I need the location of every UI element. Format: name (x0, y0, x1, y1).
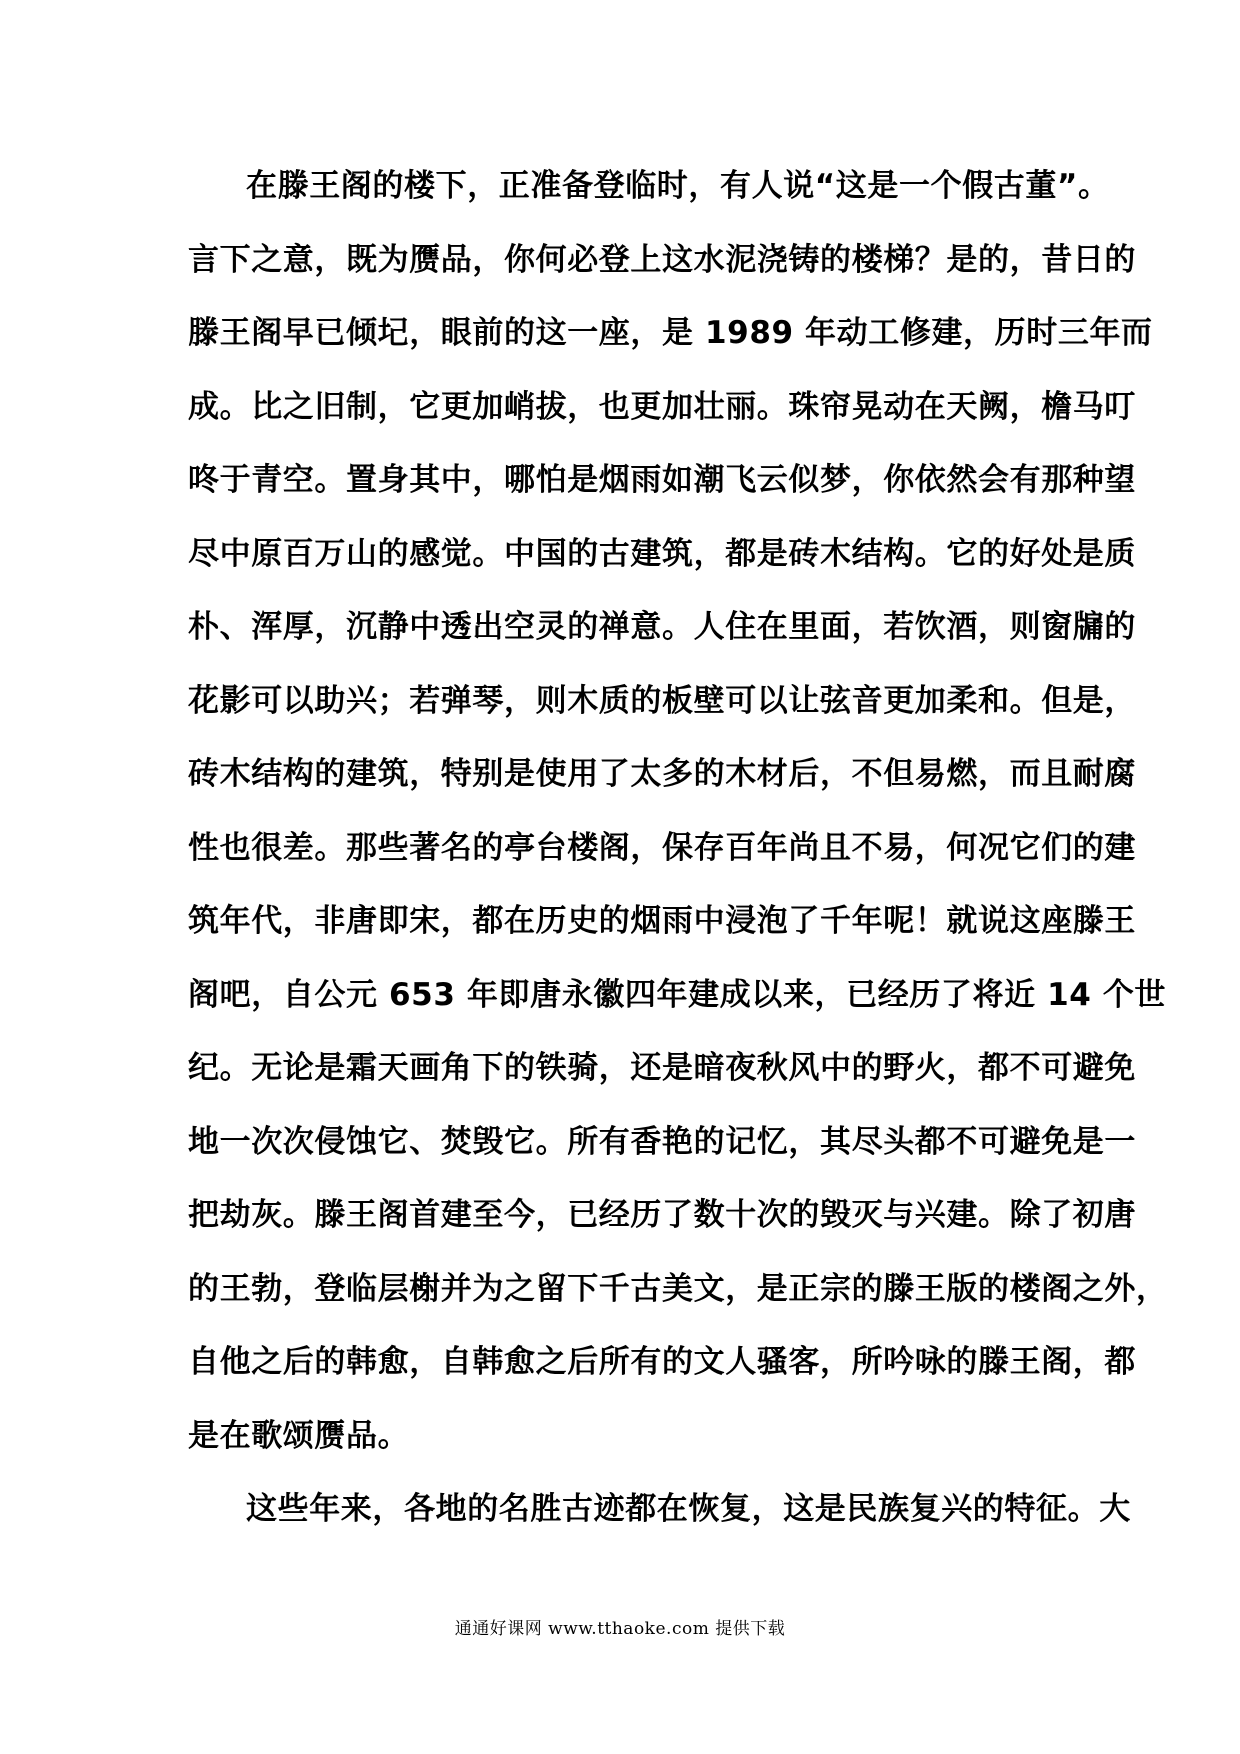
text-line: 自他之后的韩愈，自韩愈之后所有的文人骚客，所吟咏的滕王阁，都 (188, 1344, 1136, 1380)
text-line: 是在歌颂赝品。 (188, 1417, 410, 1454)
text-line: 滕王阁早已倾圮，眼前的这一座，是 1989 年动工修建，历时三年而 (188, 315, 1153, 351)
text-line: 纪。无论是霜天画角下的铁骑，还是暗夜秋风中的野火，都不可避免 (188, 1050, 1136, 1086)
text-line: 地一次次侵蚀它、焚毁它。所有香艳的记忆，其尽头都不可避免是一 (188, 1123, 1136, 1160)
body-text (188, 150, 1168, 1547)
text-line: 这些年来，各地的名胜古迹都在恢复，这是民族复兴的特征。大 (246, 1491, 1131, 1527)
text-line: 朴、浑厚，沉静中透出空灵的禅意。人住在里面，若饮酒，则窗牖的 (188, 609, 1136, 645)
text-line: 阁吧，自公元 653 年即唐永徽四年建成以来，已经历了将近 14 个世 (188, 976, 1167, 1013)
text-line: 花影可以助兴；若弹琴，则木质的板壁可以让弦音更加柔和。但是， (188, 682, 1136, 719)
text-line: 砖木结构的建筑，特别是使用了太多的木材后，不但易燃，而且耐腐 (188, 756, 1136, 792)
text-line: 在滕王阁的楼下，正准备登临时，有人说“这是一个假古董”。 (246, 168, 1110, 204)
text-line: 咚于青空。置身其中，哪怕是烟雨如潮飞云似梦，你依然会有那种望 (188, 462, 1136, 498)
paragraph-1 (188, 150, 1168, 1473)
text-line: 的王勃，登临层榭并为之留下千古美文，是正宗的滕王版的楼阁之外， (188, 1270, 1168, 1307)
text-line: 言下之意，既为赝品，你何必登上这水泥浇铸的楼梯？是的，昔日的 (188, 241, 1136, 278)
paragraph-2 (188, 1473, 1131, 1547)
text-line: 把劫灰。滕王阁首建至今，已经历了数十次的毁灭与兴建。除了初唐 (188, 1197, 1136, 1233)
text-line: 性也很差。那些著名的亭台楼阁，保存百年尚且不易，何况它们的建 (188, 829, 1136, 866)
page-footer: 通通好课网 www.tthaoke.com 提供下载 (454, 1619, 786, 1639)
text-line: 成。比之旧制，它更加峭拔，也更加壮丽。珠帘晃动在天阙，檐马叮 (188, 388, 1136, 425)
text-line: 筑年代，非唐即宋，都在历史的烟雨中浸泡了千年呢！就说这座滕王 (188, 903, 1136, 939)
text-line: 尽中原百万山的感觉。中国的古建筑，都是砖木结构。它的好处是质 (188, 535, 1136, 572)
